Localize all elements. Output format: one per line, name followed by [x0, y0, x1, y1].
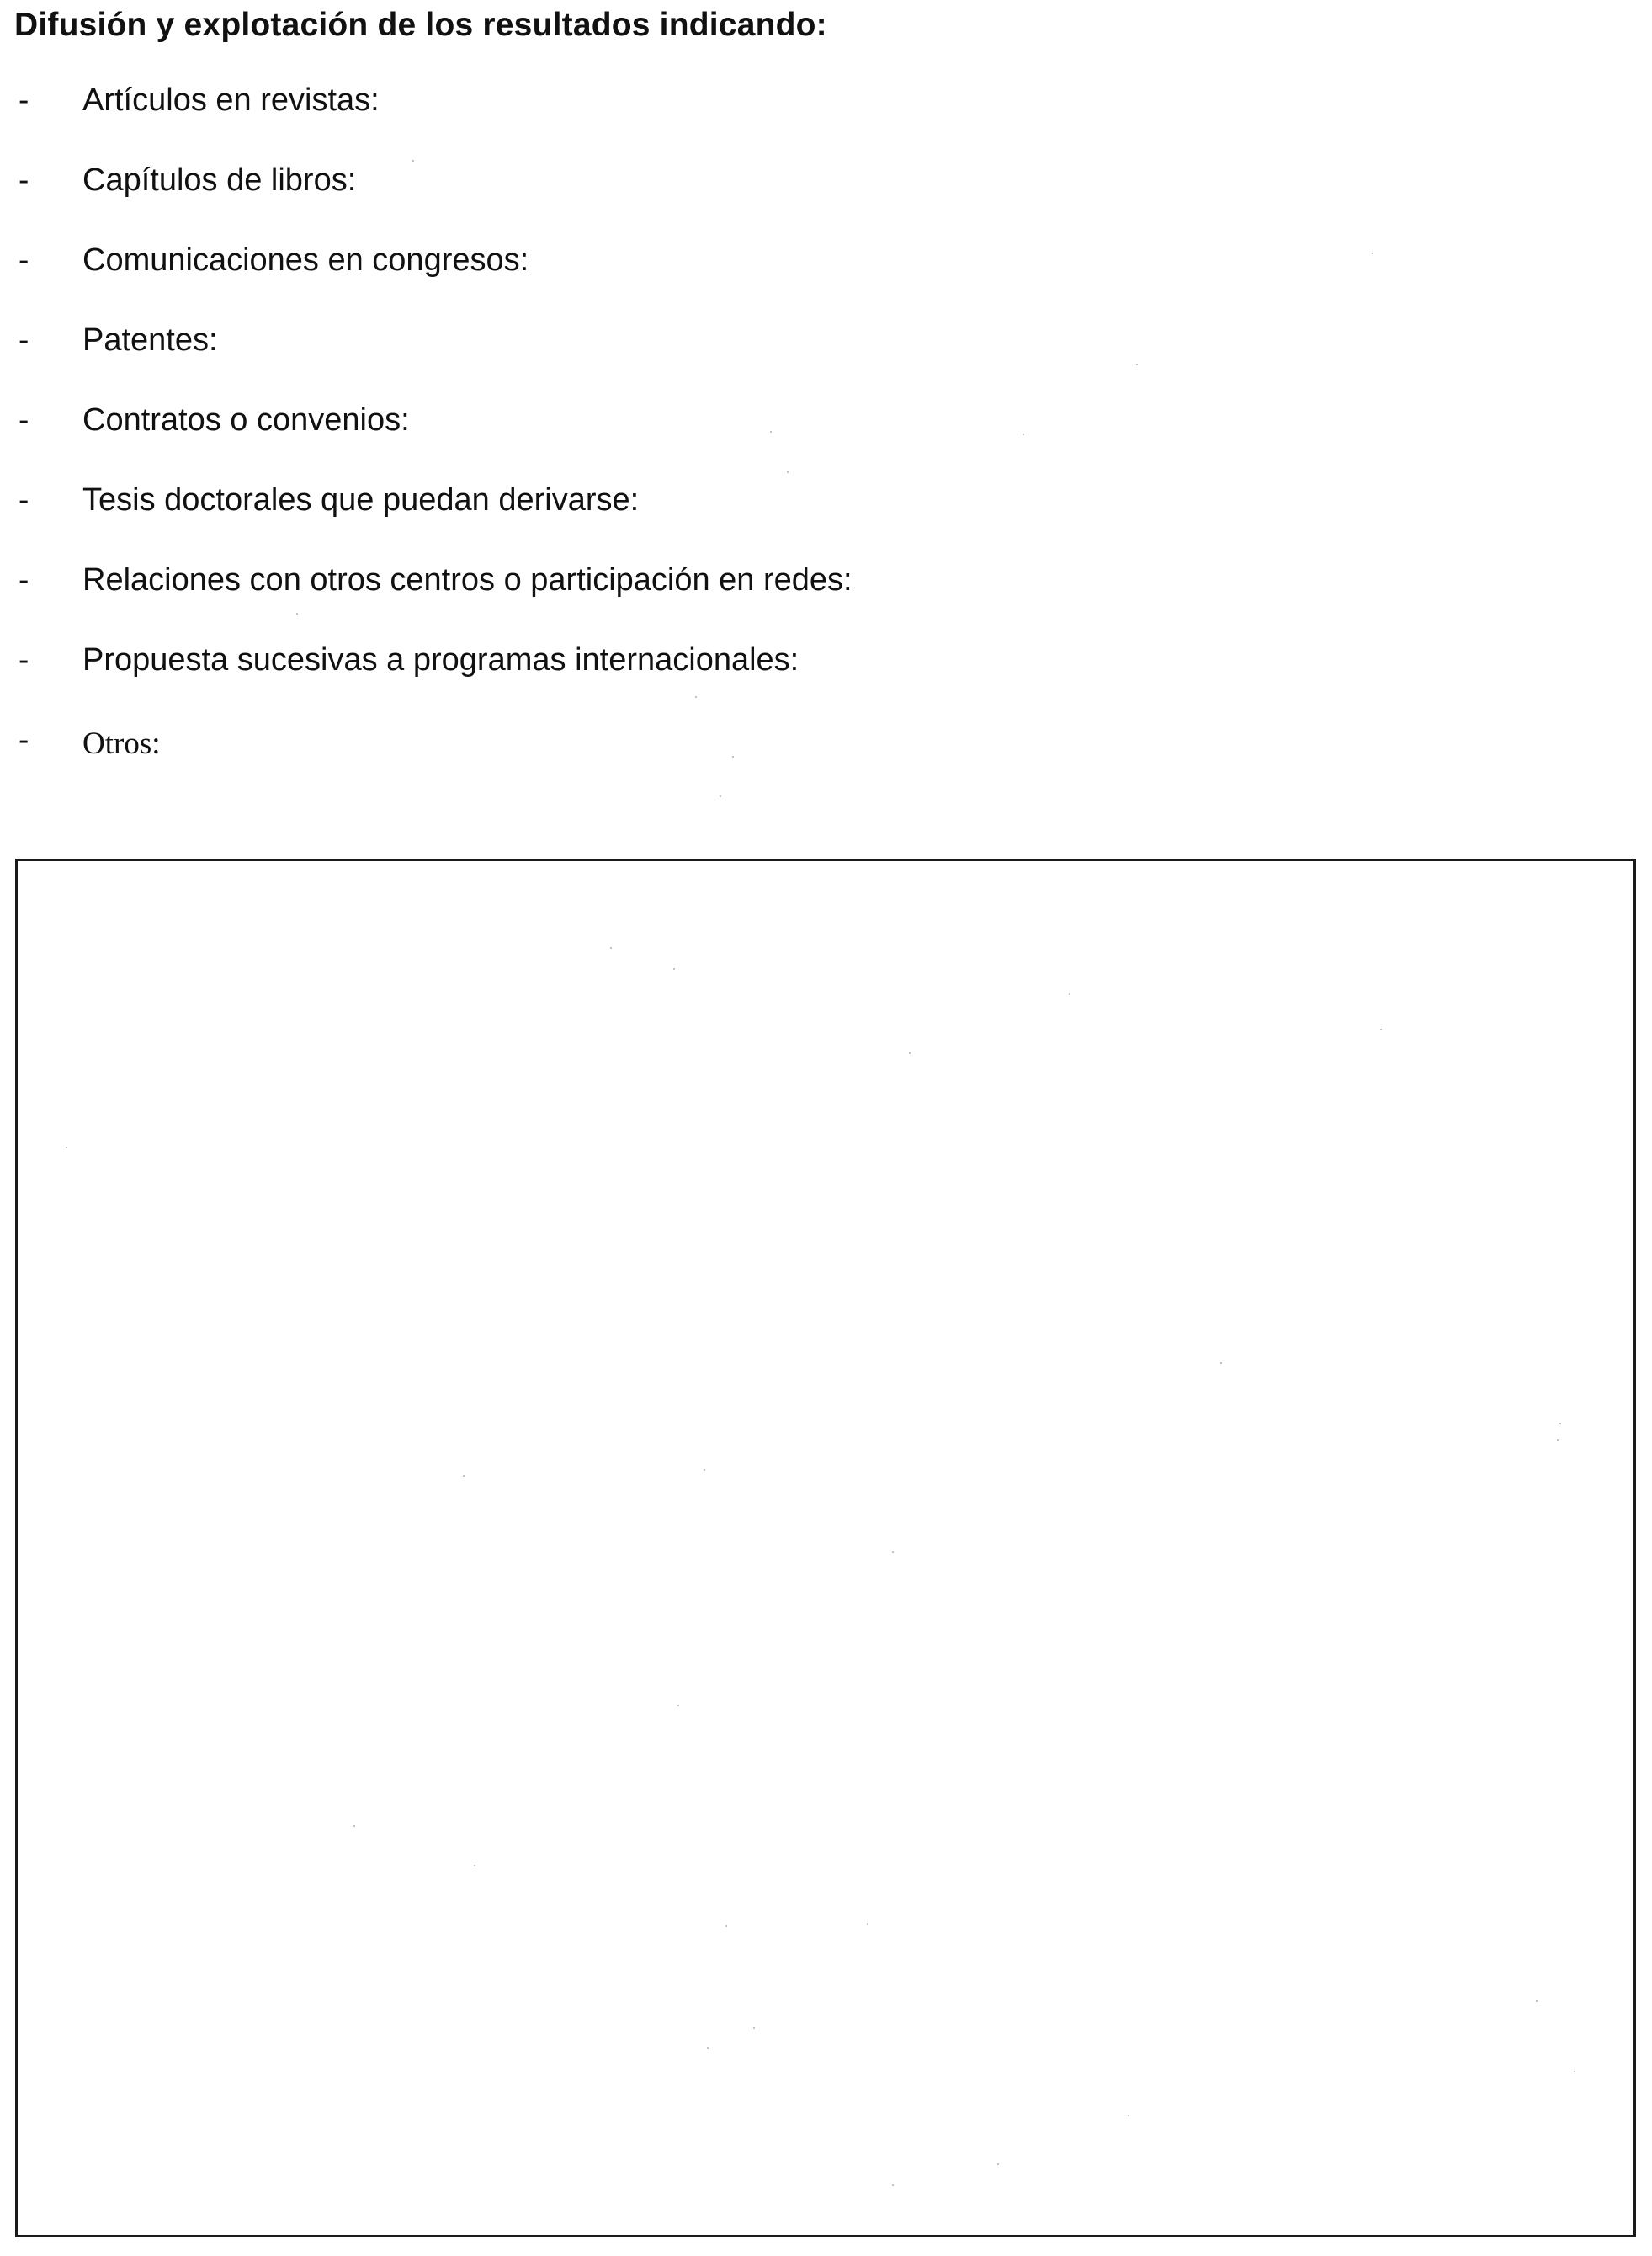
- scan-speck: [1559, 1423, 1561, 1424]
- scan-speck: [770, 431, 772, 433]
- list-item-tesis: [0, 482, 1094, 533]
- scan-speck: [1557, 1439, 1559, 1441]
- list-item-patentes: [0, 322, 1094, 373]
- scan-speck: [1536, 2000, 1538, 2002]
- answer-box[interactable]: [15, 859, 1636, 2237]
- scan-speck: [707, 2047, 709, 2049]
- bullet-dash: -: [19, 482, 29, 517]
- list-item-comunicaciones: [0, 242, 1094, 293]
- list-item-contratos: [0, 402, 1094, 453]
- scan-speck: [1372, 253, 1373, 254]
- scan-speck: [1023, 434, 1024, 435]
- list-item-label: Comunicaciones en congresos:: [82, 242, 529, 278]
- scan-speck: [725, 1925, 727, 1927]
- bullet-dash: -: [19, 322, 29, 357]
- scan-speck: [1574, 2071, 1575, 2072]
- list-item-label: Propuesta sucesivas a programas internacionales:: [82, 642, 799, 678]
- scan-speck: [673, 968, 675, 970]
- scan-speck: [695, 696, 697, 698]
- scan-speck: [296, 613, 298, 615]
- scan-speck: [66, 1147, 67, 1148]
- list-item-otros: [0, 722, 1094, 773]
- scan-speck: [909, 1052, 911, 1054]
- list-item-label: Patentes:: [82, 322, 218, 358]
- scan-speck: [677, 1705, 679, 1706]
- list-item-label: Otros:: [82, 726, 161, 761]
- scan-speck: [1136, 364, 1138, 365]
- scan-speck: [892, 1551, 894, 1553]
- scan-speck: [463, 1475, 465, 1477]
- scan-speck: [1220, 1362, 1222, 1364]
- scan-speck: [787, 471, 789, 473]
- scan-speck: [412, 160, 414, 162]
- list-item-label: Relaciones con otros centros o participación en redes:: [82, 562, 853, 598]
- bullet-dash: -: [19, 402, 29, 437]
- list-item-label: Contratos o convenios:: [82, 402, 410, 438]
- list-item-capitulos: [0, 162, 1094, 213]
- bullet-dash: -: [19, 562, 29, 597]
- scan-speck: [753, 2027, 755, 2029]
- bullet-dash: -: [19, 722, 29, 757]
- scan-speck: [997, 2163, 999, 2165]
- scan-speck: [892, 2184, 894, 2186]
- list-item-relaciones: [0, 562, 1094, 613]
- scan-speck: [732, 756, 734, 758]
- scan-speck: [704, 1469, 705, 1471]
- list-item-label: Artículos en revistas:: [82, 82, 380, 118]
- scan-speck: [720, 795, 721, 797]
- bullet-dash: -: [19, 242, 29, 277]
- list-item-label: Capítulos de libros:: [82, 162, 357, 198]
- scan-speck: [474, 1865, 475, 1866]
- list-item-articulos: [0, 82, 1094, 133]
- bullet-dash: -: [19, 82, 29, 117]
- section-heading: Difusión y explotación de los resultados indicando:: [14, 7, 827, 43]
- scan-speck: [1380, 1029, 1382, 1030]
- scan-speck: [1069, 993, 1070, 995]
- scan-speck: [353, 1825, 355, 1827]
- list-item-label: Tesis doctorales que puedan derivarse:: [82, 482, 640, 518]
- scan-speck: [1128, 2115, 1129, 2116]
- list-item-propuesta: [0, 642, 1094, 693]
- scan-speck: [610, 947, 612, 949]
- bullet-dash: -: [19, 162, 29, 197]
- bullet-dash: -: [19, 642, 29, 677]
- scan-speck: [867, 1923, 868, 1925]
